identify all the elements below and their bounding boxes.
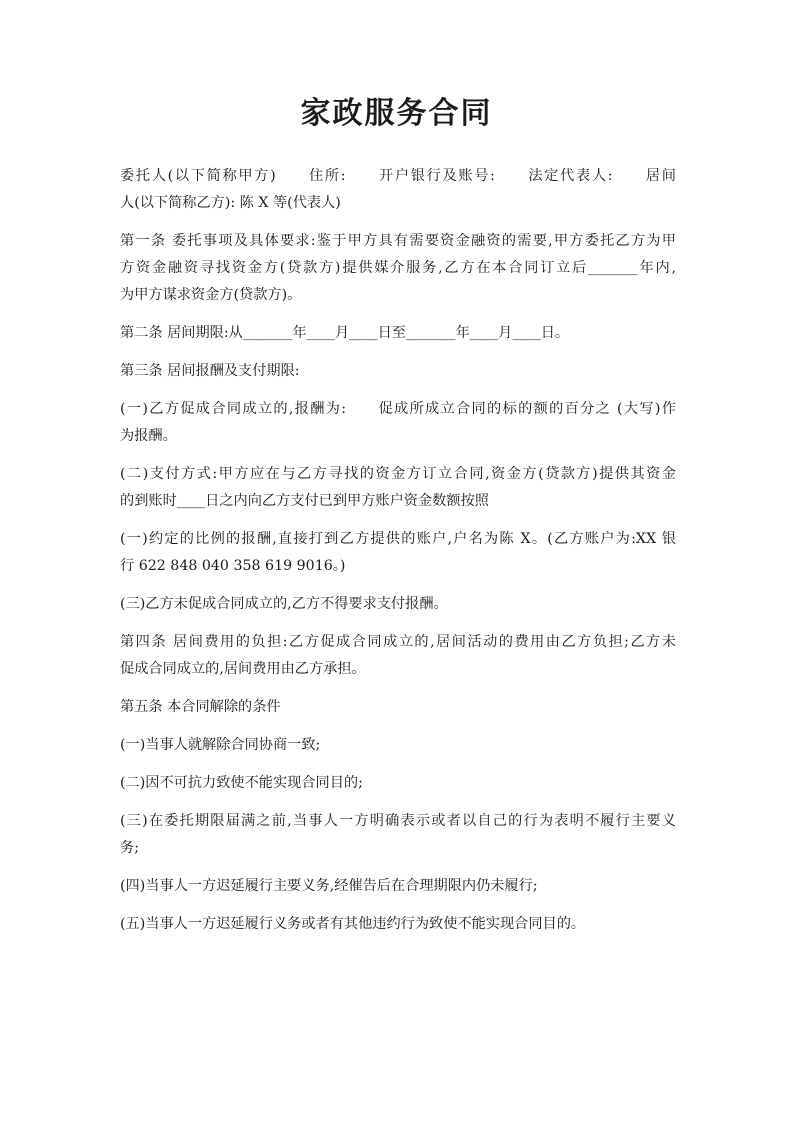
clause-4-line-1: 第四条 居间费用的负担:乙方促成合同成立的,居间活动的费用由乙方负担;乙方未: [120, 634, 676, 650]
clause-1-line-3: 为甲方谋求资金方(贷款方)。: [120, 287, 302, 303]
clause-3-item-4: [120, 591, 676, 618]
clause-5-heading: [120, 694, 676, 721]
clause-1-line-1: 第一条 委托事项及具体要求:鉴于甲方具有需要资金融资的需要,甲方委托乙方为甲: [120, 233, 676, 249]
clause-3-heading: [120, 358, 676, 385]
clause-5-item-3: [120, 808, 676, 862]
clause-5-item-2: [120, 770, 676, 797]
clause-5-line: 第五条 本合同解除的条件: [120, 699, 281, 715]
clause-3-item-3: [120, 526, 676, 580]
clause-5-item-3-line-1: (三)在委托期限届满之前,当事人一方明确表示或者以自己的行为表明不履行主要义: [120, 813, 676, 829]
clause-3-item-3-line-1: (一)约定的比例的报酬,直接打到乙方提供的账户,户名为陈 X。(乙方账户为:XX 银: [120, 531, 676, 547]
clause-2-paragraph: [120, 320, 676, 347]
clause-3-item-1-line-2: 为报酬。: [120, 428, 177, 444]
clause-5-item-2-line: (二)因不可抗力致使不能实现合同目的;: [120, 775, 363, 791]
clause-3-item-2-line-1: (二)支付方式:甲方应在与乙方寻找的资金方订立合同,资金方(贷款方)提供其资金: [120, 466, 676, 482]
clause-5-item-4: [120, 873, 676, 900]
clause-5-item-3-line-2: 务;: [120, 840, 139, 856]
clause-3-item-3-line-2: 行 622 848 040 358 619 9016。): [120, 558, 346, 574]
document-body: [120, 163, 676, 949]
clause-5-item-1-line: (一)当事人就解除合同协商一致;: [120, 737, 321, 753]
clause-4-paragraph: [120, 629, 676, 683]
clause-3-line: 第三条 居间报酬及支付期限:: [120, 363, 300, 379]
clause-3-item-1-line-1: (一)乙方促成合同成立的,报酬为: 促成所成立合同的标的额的百分之 (大写)作: [120, 401, 676, 417]
clause-3-item-4-line: (三)乙方未促成合同成立的,乙方不得要求支付报酬。: [120, 596, 448, 612]
clause-5-item-5-line: (五)当事人一方迟延履行义务或者有其他违约行为致使不能实现合同目的。: [120, 916, 586, 932]
clause-5-item-5: [120, 911, 676, 938]
parties-line-2: 人(以下简称乙方): 陈 X 等(代表人): [120, 195, 341, 211]
parties-line-1: 委托人(以下简称甲方) 住所: 开户银行及账号: 法定代表人: 居间: [120, 168, 676, 184]
clause-3-item-1: [120, 396, 676, 450]
clause-3-item-2-line-2: 的到账时____日之内向乙方支付已到甲方账户资金数额按照: [120, 493, 489, 509]
parties-paragraph: [120, 163, 676, 217]
document-title: 家政服务合同: [300, 96, 493, 131]
clause-1-paragraph: [120, 228, 676, 309]
clause-3-item-2: [120, 461, 676, 515]
clause-5-item-1: [120, 732, 676, 759]
clause-2-line: 第二条 居间期限:从_______年____月____日至_______年____月____日。: [120, 325, 570, 341]
clause-1-line-2: 方资金融资寻找资金方(贷款方)提供媒介服务,乙方在本合同订立后_______年内,: [120, 260, 676, 276]
clause-5-item-4-line: (四)当事人一方迟延履行主要义务,经催告后在合理期限内仍未履行;: [120, 878, 538, 894]
clause-4-line-2: 促成合同成立的,居间费用由乙方承担。: [120, 661, 366, 677]
